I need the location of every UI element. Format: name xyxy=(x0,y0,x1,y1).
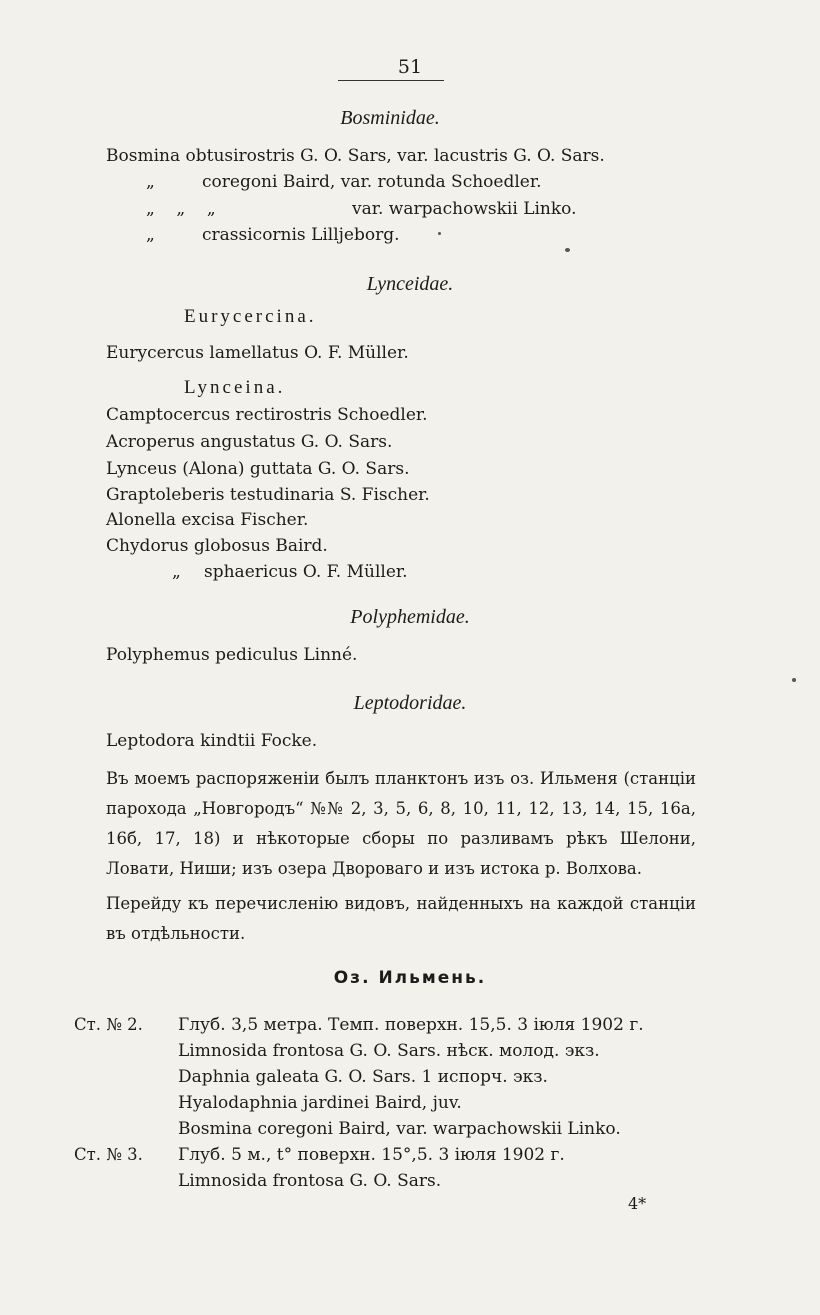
family-heading-polyphemidae: Polyphemidae. xyxy=(350,606,470,628)
station-line: Bosmina coregoni Baird, var. warpachowskii Linko. xyxy=(178,1119,621,1139)
body-paragraph-1: Въ моемъ распоряженіи былъ планктонъ изъ оз. Ильменя (станціи парохода „Новгородъ“ №№ 2, 3, 5, 6, 8, 10, 11, 12, 13, 14, 15, 16а, 16б, 17, 18) и нѣкоторые сборы по разливамъ рѣкъ Шелони, Ловати, Ниши; изъ озера Двороваго и изъ истока р. Волхова. xyxy=(106,769,696,878)
species-line: Graptoleberis testudinaria S. Fischer. xyxy=(106,485,430,505)
species-line-text: var. warpachowskii Linko. xyxy=(352,199,577,219)
ditto-marks: „ xyxy=(146,225,155,245)
species-line: Bosmina obtusirostris G. O. Sars, var. lacustris G. O. Sars. xyxy=(106,146,605,166)
station-label: Ст. № 2. xyxy=(74,1015,143,1034)
subfamily-lynceina: Lynceina. xyxy=(184,377,286,398)
signature-mark: 4* xyxy=(628,1194,647,1213)
species-line: Polyphemus pediculus Linné. xyxy=(106,645,358,665)
body-paragraph-2: Перейду къ перечисленію видовъ, найденныхъ на каждой станціи въ отдѣльности. xyxy=(106,894,696,943)
page-number: 51 xyxy=(397,56,423,78)
species-line: „ xyxy=(146,172,155,192)
print-speck xyxy=(438,232,441,235)
ditto-marks: „ „ „ xyxy=(146,199,216,219)
print-speck xyxy=(792,678,796,682)
print-speck xyxy=(565,248,570,252)
species-line-text: coregoni Baird, var. rotunda Schoedler. xyxy=(202,172,542,192)
station-label: Ст. № 3. xyxy=(74,1145,143,1164)
species-line: Chydorus globosus Baird. xyxy=(106,536,328,556)
species-line: Camptocercus rectirostris Schoedler. xyxy=(106,405,428,425)
species-line: Lynceus (Alona) guttata G. O. Sars. xyxy=(106,459,410,479)
station-line: Limnosida frontosa G. O. Sars. нѣск. молод. экз. xyxy=(178,1041,600,1061)
subfamily-eurycercina: Eurycercina. xyxy=(184,306,317,327)
species-line: Alonella excisa Fischer. xyxy=(106,510,309,530)
species-line-text: sphaericus O. F. Müller. xyxy=(204,562,408,582)
ditto-marks: „ xyxy=(172,562,181,582)
station-line: Глуб. 3,5 метра. Темп. поверхн. 15,5. 3 іюля 1902 г. xyxy=(178,1015,644,1035)
station-line: Limnosida frontosa G. O. Sars. xyxy=(178,1171,442,1191)
species-line: Eurycercus lamellatus O. F. Müller. xyxy=(106,343,409,363)
section-heading: Оз. Ильмень. xyxy=(333,968,487,988)
family-heading-bosminidae: Bosminidae. xyxy=(340,107,440,129)
page-number-rule xyxy=(338,80,444,81)
family-heading-leptodoridae: Leptodoridae. xyxy=(353,692,467,714)
station-line: Глуб. 5 м., t° поверхн. 15°,5. 3 іюля 1902 г. xyxy=(178,1145,565,1165)
species-line-text: crassicornis Lilljeborg. xyxy=(202,225,400,245)
species-line: Acroperus angustatus G. O. Sars. xyxy=(106,432,393,452)
family-heading-lynceidae: Lynceidae. xyxy=(366,273,454,295)
station-line: Daphnia galeata G. O. Sars. 1 испорч. экз. xyxy=(178,1067,548,1087)
station-line: Hyalodaphnia jardinei Baird, juv. xyxy=(178,1093,462,1113)
species-line: Leptodora kindtii Focke. xyxy=(106,731,318,751)
